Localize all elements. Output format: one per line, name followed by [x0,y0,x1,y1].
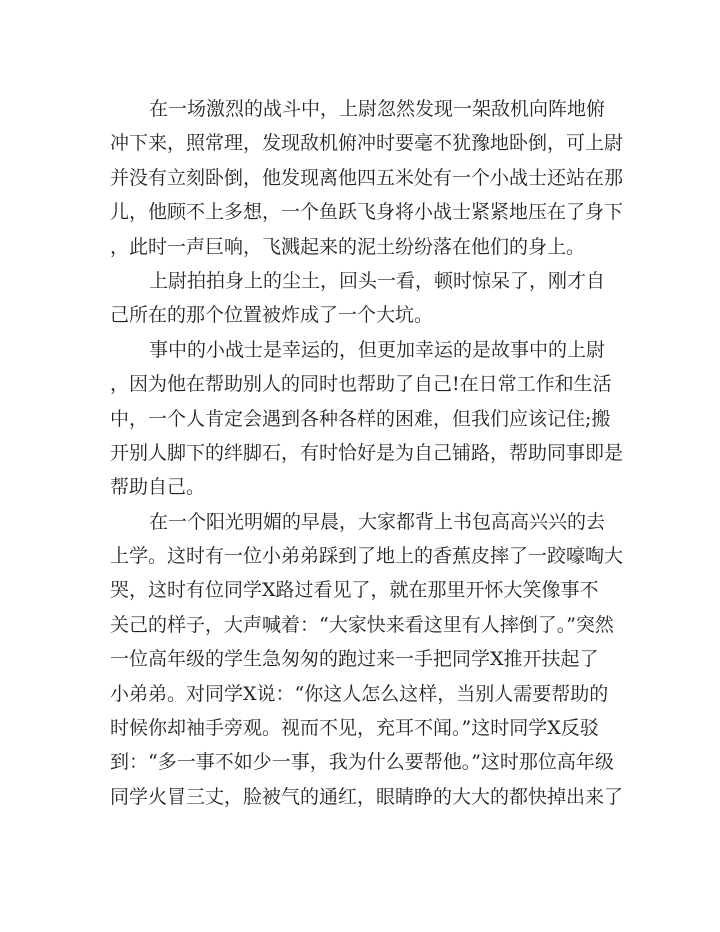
paragraph-3-line-5: 帮助自己。 [110,476,206,499]
paragraph-4-line-3: 哭，这时有位同学X路过看见了，就在那里开怀大笑像事不 [110,579,599,602]
paragraph-4-line-7: 时候你却袖手旁观。视而不见，充耳不闻。”这时同学X反驳 [110,717,599,740]
paragraph-4-line-6: 小弟弟。对同学X说：“你这人怎么这样，当别人需要帮助的 [110,682,609,705]
paragraph-4-line-1: 在一个阳光明媚的早晨，大家都背上书包高高兴兴的去 [149,510,606,533]
paragraph-4-line-8: 到：“多一事不如少一事，我为什么要帮他。”这时那位高年级 [110,751,614,774]
paragraph-1-line-3: 并没有立刻卧倒，他发现离他四五米处有一个小战士还站在那 [110,166,624,189]
paragraph-1-line-1: 在一场激烈的战斗中，上尉忽然发现一架敌机向阵地俯 [149,98,606,120]
paragraph-4-line-2: 上学。这时有一位小弟弟踩到了地上的香蕉皮摔了一跤嚎啕大 [110,545,624,568]
paragraph-4-line-4: 关己的样子，大声喊着：“大家快来看这里有人摔倒了。”突然 [110,613,614,636]
paragraph-1-line-5: ，此时一声巨响，飞溅起来的泥土纷纷落在他们的身上。 [110,235,586,258]
paragraph-4-line-9: 同学火冒三丈，脸被气的通红，眼睛睁的大大的都快掉出来了 [110,785,624,808]
paragraph-3-line-1: 事中的小战士是幸运的，但更加幸运的是故事中的上尉 [149,338,606,361]
paragraph-3-line-3: 中，一个人肯定会遇到各种各样的困难，但我们应该记住;搬 [110,407,611,430]
paragraph-4-line-5: 一位高年级的学生急匆匆的跑过来一手把同学X推开扶起了 [110,648,599,671]
paragraph-2-line-1: 上尉拍拍身上的尘土，回头一看，顿时惊呆了，刚才自 [149,269,606,292]
paragraph-2-line-2: 己所在的那个位置被炸成了一个大坑。 [110,304,434,327]
paragraph-1-line-4: 儿，他顾不上多想，一个鱼跃飞身将小战士紧紧地压在了身下 [110,201,624,224]
paragraph-3-line-2: ，因为他在帮助别人的同时也帮助了自己!在日常工作和生活 [110,373,612,396]
paragraph-3-line-4: 开别人脚下的绊脚石，有时恰好是为自己铺路，帮助同事即是 [110,441,624,464]
paragraph-1-line-2: 冲下来，照常理，发现敌机俯冲时要毫不犹豫地卧倒，可上尉 [110,132,624,155]
body-text [110,92,624,814]
